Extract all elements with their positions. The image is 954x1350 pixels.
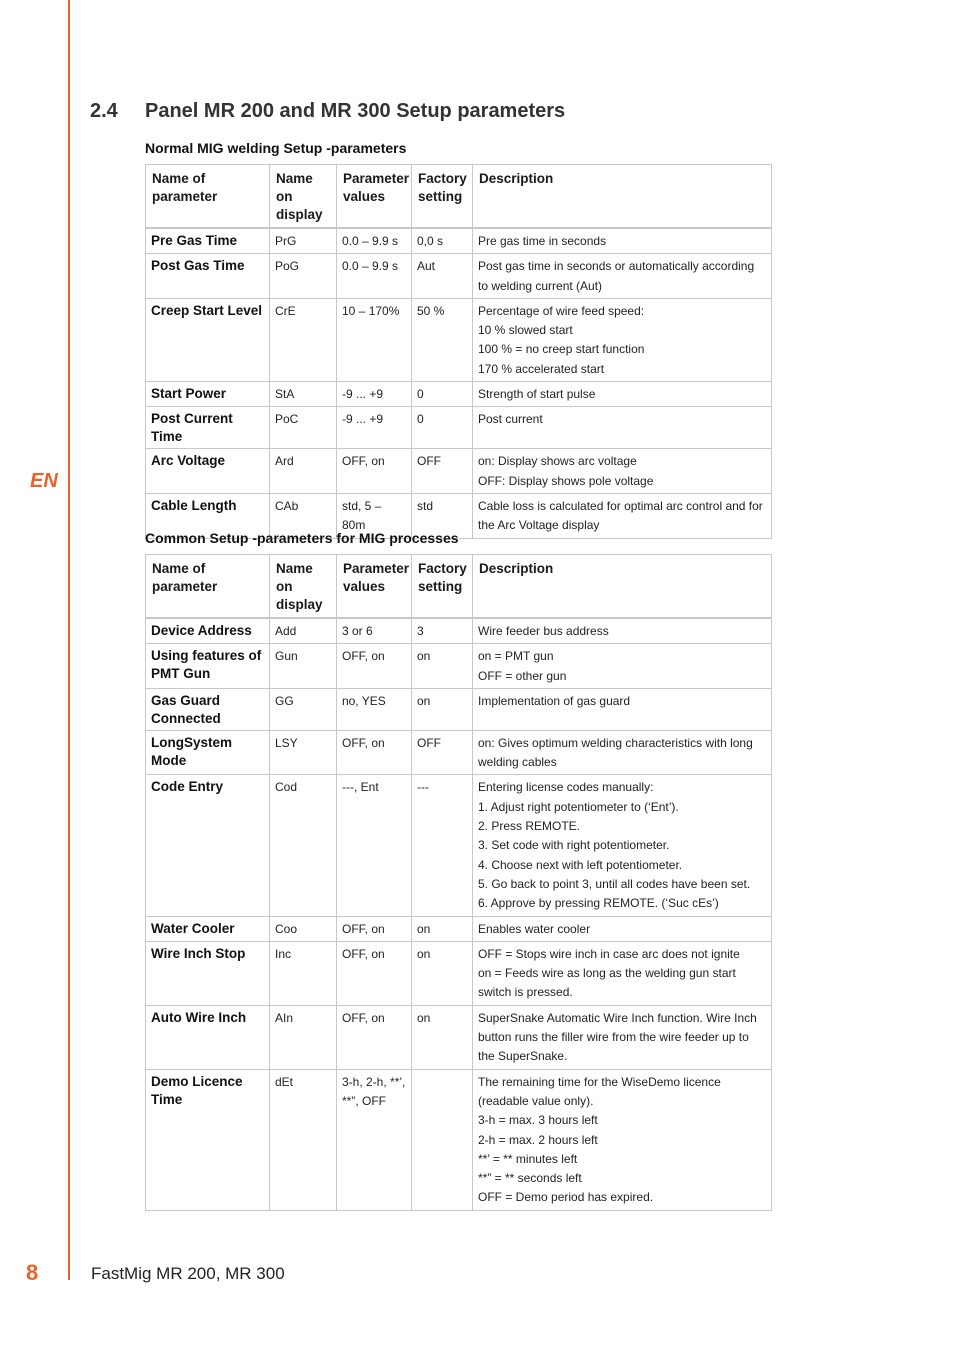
cell-values: no, YES bbox=[337, 688, 412, 730]
cell-desc: Pre gas time in seconds bbox=[473, 228, 772, 254]
cell-display: Inc bbox=[270, 941, 337, 1005]
cell-values: 3-h, 2-h, **’, **”, OFF bbox=[337, 1069, 412, 1210]
common-mig-setup-table bbox=[145, 554, 772, 1211]
cell-desc: on = PMT gun OFF = other gun bbox=[473, 644, 772, 689]
cell-desc: on: Gives optimum welding characteristics with long welding cables bbox=[473, 730, 772, 775]
cell-factory: 0 bbox=[412, 382, 473, 407]
cell-desc: on: Display shows arc voltage OFF: Display shows pole voltage bbox=[473, 449, 772, 494]
cell-display: dEt bbox=[270, 1069, 337, 1210]
cell-name: Wire Inch Stop bbox=[146, 941, 270, 1005]
table-row bbox=[146, 941, 772, 1005]
cell-desc: SuperSnake Automatic Wire Inch function. Wire Inch button runs the filler wire from the wire feeder up to the SuperSnake. bbox=[473, 1005, 772, 1069]
cell-name: Creep Start Level bbox=[146, 298, 270, 381]
cell-display: StA bbox=[270, 382, 337, 407]
cell-display: PoC bbox=[270, 407, 337, 449]
cell-values: -9 ... +9 bbox=[337, 407, 412, 449]
table-row bbox=[146, 407, 772, 449]
cell-desc: The remaining time for the WiseDemo licence (readable value only). 3-h = max. 3 hours left 2-h = max. 2 hours left **’ = ** minutes left **” = ** seconds left OFF = Demo period has expired. bbox=[473, 1069, 772, 1210]
cell-name: Auto Wire Inch bbox=[146, 1005, 270, 1069]
cell-name: Device Address bbox=[146, 618, 270, 644]
cell-desc: Entering license codes manually: 1. Adjust right potentiometer to (‘Ent’). 2. Press REMOTE. 3. Set code with right potentiometer. 4. Choose next with left potentiometer. 5. Go back to point 3, until all codes have been set. 6. Approve by pressing REMOTE. (‘Suc cEs’) bbox=[473, 775, 772, 916]
page-number: 8 bbox=[26, 1260, 39, 1285]
table2-title: Common Setup -parameters for MIG processes bbox=[145, 530, 459, 546]
cell-name: Gas Guard Connected bbox=[146, 688, 270, 730]
cell-factory: --- bbox=[412, 775, 473, 916]
section-title: Panel MR 200 and MR 300 Setup parameters bbox=[145, 100, 566, 122]
column-header: Name of parameter bbox=[146, 555, 270, 619]
table-row bbox=[146, 228, 772, 254]
cell-factory: 0 bbox=[412, 407, 473, 449]
table1-title: Normal MIG welding Setup -parameters bbox=[145, 140, 407, 156]
cell-desc: Wire feeder bus address bbox=[473, 618, 772, 644]
column-header: Name on display bbox=[270, 555, 337, 619]
table-row bbox=[146, 644, 772, 689]
section-heading bbox=[90, 100, 565, 123]
table-row bbox=[146, 688, 772, 730]
cell-desc: OFF = Stops wire inch in case arc does not ignite on = Feeds wire as long as the welding gun start switch is pressed. bbox=[473, 941, 772, 1005]
column-header: Name of parameter bbox=[146, 165, 270, 229]
column-header: Parameter values bbox=[337, 165, 412, 229]
cell-desc: Implementation of gas guard bbox=[473, 688, 772, 730]
cell-name: LongSystem Mode bbox=[146, 730, 270, 775]
column-header: Factory setting bbox=[412, 165, 473, 229]
cell-factory bbox=[412, 1069, 473, 1210]
column-header: Description bbox=[473, 165, 772, 229]
column-header: Description bbox=[473, 555, 772, 619]
cell-display: LSY bbox=[270, 730, 337, 775]
cell-name: Post Current Time bbox=[146, 407, 270, 449]
margin-rule bbox=[68, 0, 70, 1280]
cell-name: Pre Gas Time bbox=[146, 228, 270, 254]
column-header: Parameter values bbox=[337, 555, 412, 619]
cell-name: Post Gas Time bbox=[146, 254, 270, 299]
table-row bbox=[146, 775, 772, 916]
cell-values: OFF, on bbox=[337, 449, 412, 494]
table-row bbox=[146, 730, 772, 775]
cell-factory: Aut bbox=[412, 254, 473, 299]
cell-desc: Enables water cooler bbox=[473, 916, 772, 941]
language-marker: EN bbox=[30, 470, 58, 492]
cell-display: GG bbox=[270, 688, 337, 730]
cell-factory: std bbox=[412, 493, 473, 538]
cell-factory: on bbox=[412, 688, 473, 730]
cell-name: Water Cooler bbox=[146, 916, 270, 941]
table-row bbox=[146, 618, 772, 644]
table-row bbox=[146, 916, 772, 941]
cell-desc: Post current bbox=[473, 407, 772, 449]
footer-product: FastMig MR 200, MR 300 bbox=[91, 1264, 285, 1283]
cell-factory: OFF bbox=[412, 449, 473, 494]
cell-factory: on bbox=[412, 644, 473, 689]
cell-display: Cod bbox=[270, 775, 337, 916]
cell-display: Ard bbox=[270, 449, 337, 494]
cell-values: 0.0 – 9.9 s bbox=[337, 228, 412, 254]
table-row bbox=[146, 382, 772, 407]
cell-name: Using features of PMT Gun bbox=[146, 644, 270, 689]
cell-display: AIn bbox=[270, 1005, 337, 1069]
table-row bbox=[146, 1069, 772, 1210]
cell-factory: OFF bbox=[412, 730, 473, 775]
cell-values: ---, Ent bbox=[337, 775, 412, 916]
cell-factory: on bbox=[412, 941, 473, 1005]
normal-mig-setup-table bbox=[145, 164, 772, 539]
cell-values: -9 ... +9 bbox=[337, 382, 412, 407]
table-row bbox=[146, 449, 772, 494]
cell-factory: 0,0 s bbox=[412, 228, 473, 254]
cell-desc: Post gas time in seconds or automatically according to welding current (Aut) bbox=[473, 254, 772, 299]
cell-name: Code Entry bbox=[146, 775, 270, 916]
cell-display: Add bbox=[270, 618, 337, 644]
cell-name: Arc Voltage bbox=[146, 449, 270, 494]
cell-values: OFF, on bbox=[337, 916, 412, 941]
cell-values: OFF, on bbox=[337, 730, 412, 775]
table-row bbox=[146, 254, 772, 299]
cell-name: Start Power bbox=[146, 382, 270, 407]
cell-display: CAb bbox=[270, 493, 337, 538]
cell-values: OFF, on bbox=[337, 941, 412, 1005]
table-row bbox=[146, 1005, 772, 1069]
section-number: 2.4 bbox=[90, 100, 118, 122]
cell-desc: Strength of start pulse bbox=[473, 382, 772, 407]
cell-factory: on bbox=[412, 1005, 473, 1069]
cell-display: PrG bbox=[270, 228, 337, 254]
cell-factory: on bbox=[412, 916, 473, 941]
cell-values: OFF, on bbox=[337, 1005, 412, 1069]
cell-display: CrE bbox=[270, 298, 337, 381]
cell-name: Cable Length bbox=[146, 493, 270, 538]
cell-display: Coo bbox=[270, 916, 337, 941]
cell-display: Gun bbox=[270, 644, 337, 689]
cell-factory: 50 % bbox=[412, 298, 473, 381]
cell-name: Demo Licence Time bbox=[146, 1069, 270, 1210]
cell-values: 0.0 – 9.9 s bbox=[337, 254, 412, 299]
cell-factory: 3 bbox=[412, 618, 473, 644]
table-row bbox=[146, 298, 772, 381]
cell-display: PoG bbox=[270, 254, 337, 299]
cell-values: OFF, on bbox=[337, 644, 412, 689]
column-header: Name on display bbox=[270, 165, 337, 229]
column-header: Factory setting bbox=[412, 555, 473, 619]
cell-values: 3 or 6 bbox=[337, 618, 412, 644]
cell-desc: Cable loss is calculated for optimal arc control and for the Arc Voltage display bbox=[473, 493, 772, 538]
cell-values: std, 5 – 80m bbox=[337, 493, 412, 538]
cell-values: 10 – 170% bbox=[337, 298, 412, 381]
cell-desc: Percentage of wire feed speed: 10 % slowed start 100 % = no creep start function 170 % accelerated start bbox=[473, 298, 772, 381]
